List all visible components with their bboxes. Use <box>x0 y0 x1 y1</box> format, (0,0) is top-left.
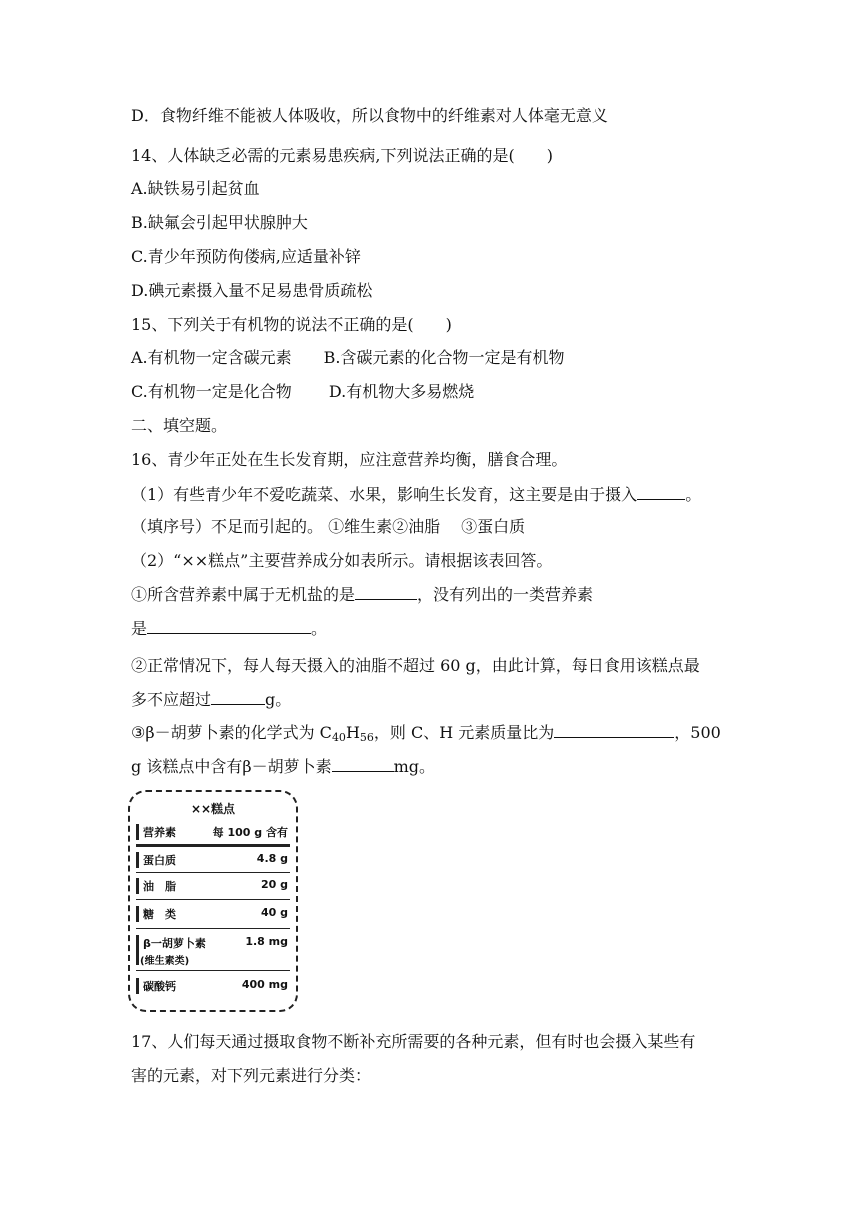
q14-option-b: B.缺氟会引起甲状腺肿大 <box>131 213 308 232</box>
formula-h: H <box>345 723 360 742</box>
label-row-key: 蛋白质 <box>143 854 176 867</box>
q16-part2-1-text3: 是 <box>131 619 148 638</box>
answer-blank[interactable] <box>332 755 394 772</box>
subscript-40: 40 <box>331 731 346 744</box>
question-16: 16、青少年正处在生长发育期，应注意营养均衡，膳食合理。 <box>131 450 568 469</box>
question-15: 15、下列关于有机物的说法不正确的是( ) <box>131 315 452 334</box>
label-header <box>136 824 290 840</box>
q16-part1-cont: （填序号）不足而引起的。 ①维生素②油脂 ③蛋白质 <box>131 517 526 536</box>
divider <box>136 844 290 847</box>
q16-part2-1-end: 。 <box>311 619 328 638</box>
q16-part1-text: （1）有些青少年不爱吃蔬菜、水果，影响生长发育，这主要是由于摄入 <box>131 485 638 504</box>
label-row <box>136 978 290 994</box>
answer-blank[interactable] <box>355 583 417 600</box>
label-row-value: 400 mg <box>241 978 288 991</box>
q16-part1-end: 。 <box>685 485 702 504</box>
label-row-key: 碳酸钙 <box>143 980 176 993</box>
q16-part2-2: ②正常情况下，每人每天摄入的油脂不超过 60 g，由此计算，每日食用该糕点最 <box>131 656 700 675</box>
answer-blank[interactable] <box>554 721 674 738</box>
label-row-value: 20 g <box>260 878 288 891</box>
label-row <box>136 878 290 894</box>
question-17-cont: 害的元素，对下列元素进行分类： <box>131 1066 372 1085</box>
option-d-line: D．食物纤维不能被人体吸收，所以食物中的纤维素对人体毫无意义 <box>131 106 608 125</box>
divider <box>136 928 290 929</box>
q16-part2-2-text: 多不应超过 <box>131 690 212 709</box>
q16-part2-3-text: ③β－胡萝卜素的化学式为 C <box>131 723 332 742</box>
q14-option-d: D.碘元素摄入量不足易患骨质疏松 <box>131 281 373 300</box>
label-row <box>136 906 290 922</box>
divider <box>136 970 290 971</box>
divider <box>136 899 290 900</box>
q16-part1 <box>131 483 701 506</box>
answer-blank[interactable] <box>637 483 685 500</box>
nutrition-label <box>128 790 298 1012</box>
q16-part2-1-text: ①所含营养素中属于无机盐的是 <box>131 585 356 604</box>
section-heading: 二、填空题。 <box>131 416 228 435</box>
label-row <box>136 852 290 868</box>
q16-part2-2-cont <box>131 688 291 711</box>
label-row-value: 1.8 mg <box>245 935 288 948</box>
q15-options-ab: A.有机物一定含碳元素 B.含碳元素的化合物一定是有机物 <box>131 348 565 367</box>
question-17: 17、人们每天通过摄取食物不断补充所需要的各种元素，但有时也会摄入某些有 <box>131 1032 696 1051</box>
q16-part2-3 <box>131 721 721 744</box>
label-row-value: 40 g <box>260 906 288 919</box>
label-header-value: 每 100 g 含有 <box>212 826 288 839</box>
question-14: 14、人体缺乏必需的元素易患疾病,下列说法正确的是( ) <box>131 146 553 165</box>
label-row-key: β一胡萝卜素 <box>143 937 206 950</box>
label-title: ××糕点 <box>190 802 236 816</box>
answer-blank[interactable] <box>147 617 311 634</box>
q14-option-a: A.缺铁易引起贫血 <box>131 179 260 198</box>
q16-part2-3-end: mg。 <box>393 757 436 776</box>
q16-part2: （2）“××糕点”主要营养成分如表所示。请根据该表回答。 <box>131 551 553 570</box>
label-header-key: 营养素 <box>143 826 176 839</box>
q16-part2-3-cont <box>131 755 435 778</box>
q16-part2-3-text2: ，则 C、H 元素质量比为 <box>373 723 555 742</box>
q16-part2-3-text4: g 该糕点中含有β－胡萝卜素 <box>131 757 332 776</box>
q16-part2-1-text2: ，没有列出的一类营养素 <box>417 585 594 604</box>
q16-part2-2-end: g。 <box>265 690 292 709</box>
q16-part2-3-text3: ，500 <box>674 723 721 742</box>
label-row-value: 4.8 g <box>256 852 288 865</box>
label-row-key: 糖 类 <box>143 908 176 921</box>
divider <box>136 872 290 873</box>
q16-part2-1-cont <box>131 617 327 640</box>
label-row-key: 油 脂 <box>143 880 176 893</box>
q16-part2-1 <box>131 583 593 606</box>
subscript-56: 56 <box>359 731 374 744</box>
q15-options-cd: C.有机物一定是化合物 D.有机物大多易燃烧 <box>131 382 475 401</box>
answer-blank[interactable] <box>211 688 265 705</box>
q14-option-c: C.青少年预防佝偻病,应适量补锌 <box>131 247 361 266</box>
label-note: (维生素类) <box>140 956 190 967</box>
